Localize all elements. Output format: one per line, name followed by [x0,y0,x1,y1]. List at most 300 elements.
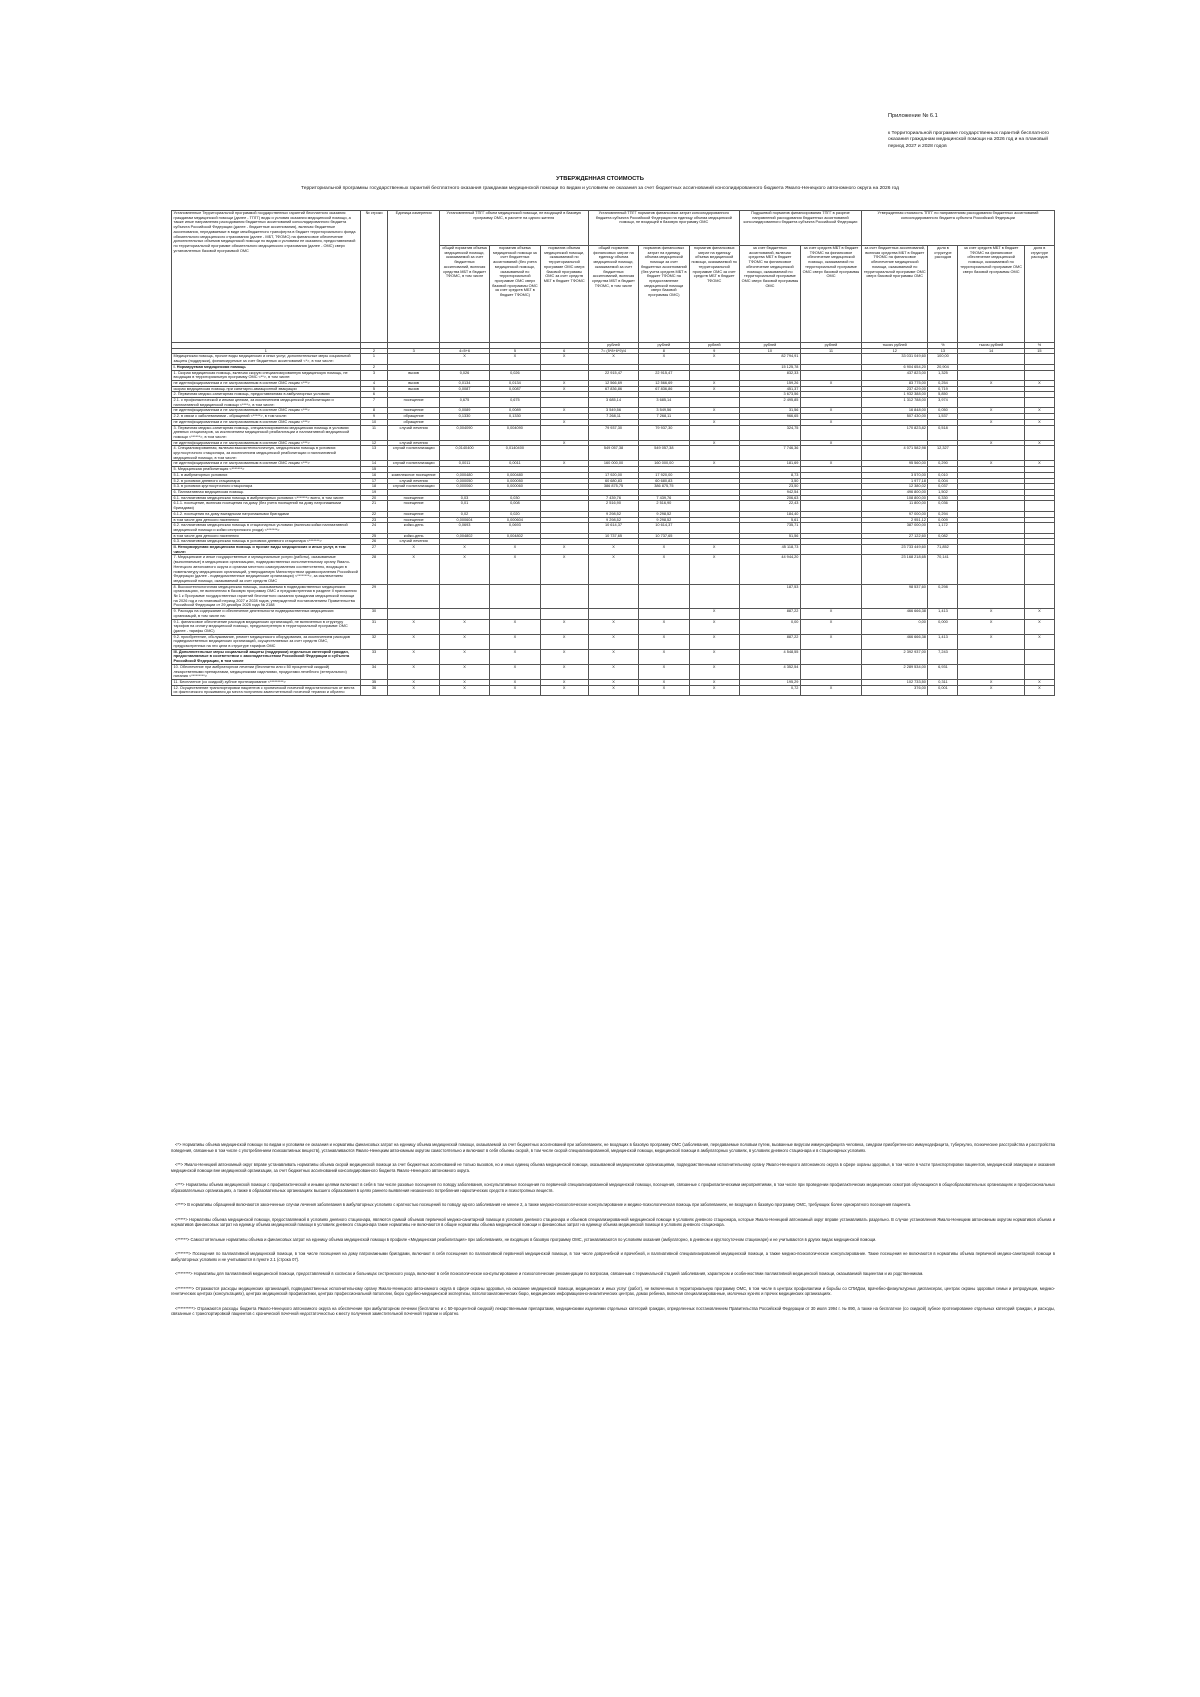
table-cell: 0,050 [928,408,958,414]
table-cell: 0,03 [439,495,489,501]
table-cell: Х [588,685,638,695]
header-row [172,211,1055,246]
table-row [172,501,1055,511]
table-cell: Х [540,354,588,364]
table-cell: Х [439,685,489,695]
table-cell: вызов [388,386,439,392]
table-cell: 100,00 [928,354,958,364]
subheader-cell: общий норматив объема медицинской помощи, оказываемой за счет бюджетных ассигнований, включая средства МБТ в бюджет ТФОМС, в том числе [439,246,489,343]
table-cell: 0,001 [928,685,958,695]
header-cell: Установленные Территориальной программой государственных гарантий бесплатного оказания гражданам медицинской помощи (далее - ТПГГ) виды и условия оказания медицинской помощи, а также иные направления расходования бюджетных ассигнований консолидированного бюджета субъекта Российской Федерации (далее - бюджетные ассигнования), включая бюджетные ассигнования, передаваемые в виде межбюджетного трансферта в бюджет территориального фонда обязательного медицинского страхования (далее - МБТ, ТФОМС) на финансовое обеспечение дополнительных объемов медицинской помощи по видам и условиям ее оказания, предоставляемой по территориальной программе обязательного медицинского страхования (далее - ОМС) сверх установленных базовой программой ОМС [172,211,361,343]
row-label-cell: не идентифицированным и не застрахованным в системе ОМС лицам <***> [172,419,361,425]
row-label-cell: 5.2. в условиях дневного стационара [172,478,361,484]
table-cell [540,584,588,609]
table-cell [800,584,861,609]
table-cell: случай лечения [388,440,439,446]
table-cell: 507 430,00 [862,414,928,420]
subheader-cell: за счет средств МБТ в бюджет ТФОМС на финансовое обеспечение медицинской помощи, оказываемой по территориальной программе ОМС сверх базовой программы ОМС [958,246,1024,343]
table-cell: Х [689,664,739,679]
table-cell: 8 [360,408,388,414]
table-cell: 0,000060 [439,484,489,490]
subheader-cell: норматив финансовых затрат на единицу объема медицинской помощи за счет бюджетных ассигнований (без учета средств МБТ в бюджет ТФОМС на предоставление медицинской помощи сверх базовой программы ОМС) [639,246,689,343]
table-cell: Х [540,619,588,634]
table-cell: Х [689,354,739,364]
table-cell: 0,0087 [490,386,540,392]
table-cell: 33 [360,649,388,664]
table-cell: 24 [360,523,388,533]
table-cell: Х [1024,408,1054,414]
table-row [172,619,1055,634]
table-cell: 376,00 [862,685,928,695]
table-cell: 7 268,11 [588,414,638,420]
table-cell: 9 298,52 [639,511,689,517]
table-cell: Х [800,685,861,695]
table-cell: 25 [360,533,388,539]
table-cell: 10 737,65 [588,533,638,539]
footnote: <**> Ямало-Ненецкий автономный округ вправе устанавливать нормативы объема скорой медицинской помощи за счет бюджетных ассигнований не только вызовов, но и иных единиц объема медицинской помощи, оказываемой медицинскими организациями, подведомственными исполнительному органу Ямало-Ненецкого автономного округа в сфере охраны здоровья, в том числе в части транспортировки пациентов, медицинской эвакуации и оказания медицинской помощи вне медицинской организации, за счет бюджетных ассигнований консолидированного бюджета Ямало-Ненецкого автономного округа. [171,1162,1055,1173]
footnote: <*******> Посещения по паллиативной медицинской помощи, в том числе посещения на дому патронажными бригадами, включают в себя посещения по паллиативной первичной медицинской помощи, в том числе доврачебной и врачебной, и паллиативной специализированной медицинской помощи, а также медико-психологическое консультирование. Такие посещения не включаются в нормативы объема первичной медико-санитарной помощи в амбулаторных условиях и не учитываются в пункте 2.1 (строка 07). [171,1251,1055,1262]
table-cell: 102 733,50 [862,680,928,686]
table-cell: 966,65 [739,414,800,420]
table-cell: 0,0011 [439,461,489,467]
table-cell: Х [639,545,689,555]
table-cell: 5,61 [739,517,800,523]
table-cell [958,649,1024,664]
table-cell: Х [1024,461,1054,467]
table-cell: 33 031 049,60 [862,354,928,364]
table-cell: 1 977,18 [862,478,928,484]
table-row [172,685,1055,695]
row-label-cell: 1. Скорая медицинская помощь, включая скорую специализированную медицинскую помощь, не входящая в территориальную программу ОМС <**>, в том числе: [172,370,361,380]
table-cell: случай госпитализации [388,461,439,467]
table-cell: Х [689,380,739,386]
table-cell: Х [439,680,489,686]
unit-cell: рублей [689,343,739,349]
table-cell: Х [958,408,1024,414]
table-cell [689,523,739,533]
table-cell: Х [588,619,638,634]
table-cell: Х [540,380,588,386]
table-cell: 70,141 [928,555,958,584]
table-cell [439,584,489,609]
table-cell: Х [490,680,540,686]
table-cell: Х [588,545,638,555]
table-cell: Х [1024,619,1054,634]
table-cell [958,545,1024,555]
table-cell: Х [388,664,439,679]
table-cell: Х [958,634,1024,649]
table-cell: Х [540,419,588,425]
column-number-cell: 6 [540,348,588,354]
row-label-cell: 5.3. в условиях круглосуточного стационара [172,484,361,490]
table-cell: 1 [360,354,388,364]
unit-cell: рублей [639,343,689,349]
table-cell: Х [540,685,588,695]
row-label-cell: 3. Первичная медико-санитарная помощь, специализированная медицинская помощь в условиях дневных стационаров, за исключением медицинской реабилитации и паллиативной медицинской помощи <******>, в том числе: [172,425,361,440]
table-cell: 3 673,56 [739,392,800,398]
table-cell: Х [1024,634,1054,649]
table-cell: 97 000,00 [862,511,928,517]
table-cell: Х [689,619,739,634]
table-cell: посещение [388,501,439,511]
table-cell [540,609,588,619]
table-cell: 26 [360,539,388,545]
table-cell: 0,008 [490,501,540,511]
table-cell: Х [800,440,861,446]
table-cell: 386 875,75 [639,484,689,490]
unit-cell: рублей [588,343,638,349]
table-cell: 0,037 [928,484,958,490]
table-cell: 22,43 [739,501,800,511]
unit-cell: рублей [739,343,800,349]
table-cell: 887,22 [739,634,800,649]
table-cell: 0,004802 [490,533,540,539]
table-cell: 12 [360,440,388,446]
table-cell [800,555,861,584]
table-cell: 1 932 388,00 [862,392,928,398]
table-cell: Х [439,354,489,364]
table-cell: 35 [360,680,388,686]
table-cell: Х [388,685,439,695]
table-cell: Х [540,440,588,446]
table-cell: случай госпитализации [388,446,439,461]
table-cell: 20 [360,495,388,501]
table-cell: 0,082 [928,533,958,539]
row-label-cell: 5.1. в амбулаторных условиях [172,472,361,478]
table-cell: Х [639,680,689,686]
table-cell: Х [639,354,689,364]
table-cell: посещение [388,408,439,414]
table-cell: 71,852 [928,545,958,555]
table-cell [639,609,689,619]
row-label-cell: 9.2. приобретение, обслуживание, ремонт медицинского оборудования, за исключением расходов подведомственных медицинских организаций, осуществляемых за счет средств ОМС, предусмотренных на эти цели в структуре тарифов ОМС [172,634,361,649]
table-cell [439,609,489,619]
table-cell: комплексное посещение [388,472,439,478]
subheader-cell: норматив объема медицинской помощи, оказываемой по территориальной программе ОМС сверх базовой программы ОМС за счет средств МБТ в бюджет ТФОМС [540,246,588,343]
table-cell: 23 733 449,60 [862,545,928,555]
table-cell: 60 680,83 [639,478,689,484]
table-cell [588,609,638,619]
table-cell: 6 904 654,20 [862,364,928,370]
table-cell: 0,290 [928,461,958,467]
table-cell: 386 875,75 [588,484,638,490]
table-cell: 6,931 [928,664,958,679]
table-cell: 8,73 [739,472,800,478]
table-cell: Х [639,555,689,584]
table-cell: 0,004 [928,478,958,484]
table-cell: 206,63 [739,495,800,501]
column-number-cell: 4=5+6 [439,348,489,354]
table-cell: 83 775,00 [862,380,928,386]
table-cell: 4 071 582,98 [862,446,928,461]
appendix-number: Приложение № 6.1 [888,113,938,119]
table-cell: 22 915,47 [588,370,638,380]
subheader-cell: за счет бюджетных ассигнований, включая средства МБТ в бюджет ТФОМС на финансовое обеспечение медицинской помощи, оказываемой по территориальной программе ОМС сверх базовой программы ОМС [739,246,800,343]
table-cell [800,523,861,533]
table-cell [1024,446,1054,461]
table-cell: 1,413 [928,634,958,649]
table-cell: 0,000604 [490,517,540,523]
table-cell: 20,904 [928,364,958,370]
table-cell: Х [490,685,540,695]
table-cell: Х [958,680,1024,686]
table-cell: Х [639,664,689,679]
row-label-cell: I. Нормируемая медицинская помощь [172,364,361,370]
table-cell: 2 516,90 [639,501,689,511]
table-row [172,398,1055,408]
table-cell: 10 [360,419,388,425]
table-cell: Х [800,609,861,619]
table-cell: 466 666,38 [862,634,928,649]
table-cell: 0,000604 [439,517,489,523]
header-cell: Подушевой норматив финансирования ТПГГ в разрезе направлений расходования бюджетных ассигнований консолидированного бюджета субъекта Российской Федерации [739,211,861,246]
footnote: <*********> Отражаются расходы медицинских организаций, подведомственных исполнительному органу Ямало-Ненецкого автономного округа в сфере охраны здоровья, на оказание медицинской помощи, медицинских и иных услуг (работ), не включенных в территориальную программу ОМС, в том числе в центрах профилактики и борьбы со СПИДом, врачебно-физкультурных диспансерах, центрах охраны здоровья семьи и репродукции, медико-генетических центрах (консультациях), центрах медицинской профилактики, центрах профессиональной патологии, бюро судебно-медицинской экспертизы, патологоанатомических бюро, медицинских информационно-аналитических центрах, домах ребенка, включая специализированные, молочных кухнях и прочих медицинских организациях. [171,1285,1055,1296]
table-cell [1024,501,1054,511]
table-cell: 0,675 [439,398,489,408]
table-cell: 3 549,56 [639,408,689,414]
table-cell: Х [490,619,540,634]
table-cell: 0,72 [739,685,800,695]
table-cell: Х [958,609,1024,619]
table-cell: Х [388,619,439,634]
table-cell: 19 [360,489,388,495]
row-label-cell: 5. Медицинская реабилитация <*******> [172,467,361,473]
table-cell: 324,75 [739,425,800,440]
row-label-cell: не идентифицированным и не застрахованным в системе ОМС лицам <***> [172,380,361,386]
subheader-cell: за счет бюджетных ассигнований, включая средства МБТ в бюджет ТФОМС на финансовое обеспечение медицинской помощи, оказываемой по территориальной программе ОМС сверх базовой программы ОМС [862,246,928,343]
table-cell: 13 [360,446,388,461]
document-title: УТВЕРЖДЕННАЯ СТОИМОСТЬ [556,176,644,182]
table-cell: 17 920,00 [588,472,638,478]
table-cell: 3,50 [739,478,800,484]
table-cell [588,584,638,609]
footnotes [171,1142,1055,1326]
row-label-cell: 6.1.2. посещения на дому выездными патронажными бригадами [172,511,361,517]
table-cell: Х [540,408,588,414]
table-cell: Х [388,634,439,649]
table-cell [540,501,588,511]
table-cell: 15 125,78 [739,364,800,370]
table-cell: 735,71 [739,523,800,533]
table-cell: 160 000,00 [588,461,638,467]
table-cell: 181,69 [739,461,800,467]
table-cell [540,446,588,461]
table-cell: 67 836,86 [588,386,638,392]
table-cell: 9 298,52 [588,511,638,517]
table-cell: Х [540,649,588,664]
table-cell: 7 439,76 [639,495,689,501]
row-label-cell: 2.2. в связи с заболеваниями - обращений <*****>, в том числе: [172,414,361,420]
table-cell: 0,0134 [439,380,489,386]
header-cell: Единица измерения [388,211,439,343]
table-cell [958,501,1024,511]
table-cell: Х [800,619,861,634]
table-cell [800,354,861,364]
row-label-cell: II. Ненормируемая медицинская помощь и прочие виды медицинских и иных услуг, в том числе: [172,545,361,555]
table-cell: Х [800,634,861,649]
table-cell: 0,298 [928,584,958,609]
table-cell: 887,22 [739,609,800,619]
table-cell: 195,29 [739,680,800,686]
table-cell [800,501,861,511]
table-cell: 187,53 [739,584,800,609]
table-cell: 0,000 [928,619,958,634]
table-cell: 17 [360,478,388,484]
document-subtitle: Территориальной программы государственных гарантий бесплатного оказания гражданам медицинской помощи по видам и условиям ее оказания за счет бюджетных ассигнований консолидированного бюджета Ямало-Ненецкого автономного округа на 2026 год [301,186,899,191]
table-cell: 28 [360,555,388,584]
row-label-cell: 10. Обеспечение при амбулаторном лечении (бесплатно или с 50 процентной скидкой) лекарственными препаратами, медицинскими изделиями, продуктами лечебного (энтерального) питания <*********> [172,664,361,679]
row-label-cell: не идентифицированным и не застрахованным в системе ОМС лицам <***> [172,408,361,414]
row-label-cell: скорая медицинская помощь при санитарно-авиационной эвакуации [172,386,361,392]
table-cell: 17 920,00 [639,472,689,478]
table-cell: Х [689,440,739,446]
row-label-cell: 2.1. с профилактической и иными целями, за исключением медицинской реабилитации и паллиативной медицинской помощи <****>, в том числе: [172,398,361,408]
table-cell: 6 [360,392,388,398]
table-cell: обращение [388,414,439,420]
table-cell: посещение [388,495,439,501]
header-cell: Утвержденная стоимость ТПГГ по направлениям расходования бюджетных ассигнований консолидированного бюджета субъекта Российской Федерации [862,211,1055,246]
table-cell: 466 666,38 [862,609,928,619]
table-cell [639,584,689,609]
table-cell [388,584,439,609]
table-cell: 0,004802 [439,533,489,539]
table-cell: Х [490,634,540,649]
table-cell [689,501,739,511]
row-label-cell: 8. Высокотехнологичная медицинская помощь, оказываемая в подведомственных медицинских организациях, не включенная в базовую программу ОМС и предусмотренная в разделе II приложения № 1 к Программе государственных гарантий бесплатного оказания гражданам медицинской помощи на 2026 год и на плановый период 2027 и 2028 годов, утвержденной постановлением Правительства Российской Федерации от 29 декабря 2025 года № 2188 [172,584,361,609]
table-cell: Х [439,634,489,649]
unit-cell: % [928,343,958,349]
table-cell: Х [639,649,689,664]
row-label-cell: 6. Паллиативная медицинская помощь [172,489,361,495]
table-cell: 16 848,00 [862,408,928,414]
table-cell: 0,0011 [490,461,540,467]
table-cell: 0,0693 [490,523,540,533]
column-number-cell: 13 [928,348,958,354]
table-row [172,461,1055,467]
table-cell: 159,26 [739,380,800,386]
table-cell: 0,000060 [490,484,540,490]
table-cell: Х [439,664,489,679]
table-cell: 2 495,85 [739,398,800,408]
table-row [172,446,1055,461]
table-cell: 7,243 [928,649,958,664]
table-cell [1024,354,1054,364]
column-number-cell: 7= (5*8+6*9)/4 [588,348,638,354]
table-cell: 0,00 [862,619,928,634]
approval-note: к Территориальной программе государственных гарантий бесплатного оказания гражданам медицинской помощи на 2026 год и на плановый период 2027 и 2028 годов [888,131,1049,149]
table-cell: 51,56 [739,533,800,539]
table-cell: Х [1024,609,1054,619]
table-cell: Х [439,649,489,664]
table-cell: 0,330 [928,495,958,501]
table-cell: вызов [388,370,439,380]
table-cell: 82 794,91 [739,354,800,364]
table-cell: Х [800,380,861,386]
table-cell: Х [689,386,739,392]
table-cell: 44 944,20 [739,555,800,584]
table-cell [388,609,439,619]
table-cell: 942,54 [739,489,800,495]
table-cell: 0,1330 [439,414,489,420]
table-cell: Х [588,664,638,679]
table-cell [689,446,739,461]
table-cell [958,584,1024,609]
table-cell: 10 614,37 [639,523,689,533]
column-number-cell: 12 [862,348,928,354]
table-cell [958,523,1024,533]
table-cell: 12 380,02 [862,484,928,490]
table-cell: 27 122,60 [862,533,928,539]
footnote: <****> В нормативы обращений включаются законченные случаи лечения заболевания в амбулаторных условиях с кратностью посещений по поводу одного заболевания не менее 2, а также медико-психологическое консультирование и медико-психологическая помощь при заболеваниях, не входящих в базовую программу ОМС, требующих более однократного посещения пациента. [175,1202,912,1207]
table-cell: 2 [360,364,388,370]
unit-cell: тысяч рублей [862,343,928,349]
table-cell: Х [1024,380,1054,386]
row-label-cell: не идентифицированным и не застрахованным в системе ОМС лицам <***> [172,440,361,446]
table-cell: Х [540,680,588,686]
column-number-cell: 5 [490,348,540,354]
table-row [172,649,1055,664]
table-cell: Х [1024,419,1054,425]
table-cell [490,584,540,609]
table-cell: 160 000,00 [639,461,689,467]
table-cell [540,398,588,408]
table-cell: Х [689,555,739,584]
table-cell: случай госпитализации [388,484,439,490]
table-cell [958,555,1024,584]
table-row [172,634,1055,649]
table-cell: 14 [360,461,388,467]
table-cell: 1 312 788,00 [862,398,928,408]
table-cell: 4 [360,380,388,386]
subheader-cell: общий норматив финансовых затрат на единицу объема медицинской помощи, оказываемой за счет бюджетных ассигнований, включая средства МБТ в бюджет ТФОМС, в том числе [588,246,638,343]
table-cell: Х [958,619,1024,634]
column-number-cell: 8 [639,348,689,354]
table-cell [800,649,861,664]
table-cell: 22 915,47 [639,370,689,380]
table-cell: 0,020 [490,511,540,517]
table-cell [958,398,1024,408]
table-cell: Х [439,619,489,634]
column-number-cell: 15 [1024,348,1054,354]
unit-cell: рублей [800,343,861,349]
table-cell: 1,537 [928,414,958,420]
table-cell: Х [689,649,739,664]
table-cell: 184,40 [739,511,800,517]
table-cell: 22 [360,511,388,517]
table-cell: посещение [388,517,439,523]
table-cell: Х [639,685,689,695]
table-cell: Х [958,419,1024,425]
table-cell: 0,010 [928,472,958,478]
unit-cell: тысяч рублей [958,343,1024,349]
table-cell: Х [689,545,739,555]
table-row [172,408,1055,414]
footnote: <*****> Нормативы объема медицинской помощи, предоставляемой в условиях дневного стационара, являются суммой объемов первичной медико-санитарной помощи в условиях дневного стационара и объемов специализированной медицинской помощи в условиях дневного стационара, которые Ямало-Ненецкий автономный округ вправе устанавливать раздельно. В случае установления Ямало-Ненецким автономным округом нормативов объема и нормативов финансовых затрат на единицу объема медицинской помощи в условиях дневного стационара такие нормативы не включаются в общие нормативы объема медицинской помощи и финансовых затрат на единицу объема медицинской помощи в условиях дневного стационара. [171,1216,1055,1227]
table-cell [958,425,1024,440]
table-cell: 0,009 [928,517,958,523]
table-cell: 3 570,00 [862,472,928,478]
table-cell: 16 [360,472,388,478]
table-cell: 387 000,00 [862,523,928,533]
table-cell: 3 685,14 [588,398,638,408]
table-cell [800,398,861,408]
table-cell: 3 [360,370,388,380]
table-cell: Х [588,555,638,584]
row-label-cell: 11. Бесплатное (со скидкой) зубное протезирование <*********> [172,680,361,686]
table-cell: 23,50 [739,484,800,490]
table-cell: Х [388,545,439,555]
footnote: <********> Нормативы для паллиативной медицинской помощи, предоставляемой в хосписах и больницах сестринского ухода, включают в себя психологическое консультирование и психологические рекомендации по вопросам, связанным с терминальной стадией заболевания, характером и особенностями паллиативной медицинской помощи, оказываемой пациентам и их родственникам. [175,1271,924,1276]
